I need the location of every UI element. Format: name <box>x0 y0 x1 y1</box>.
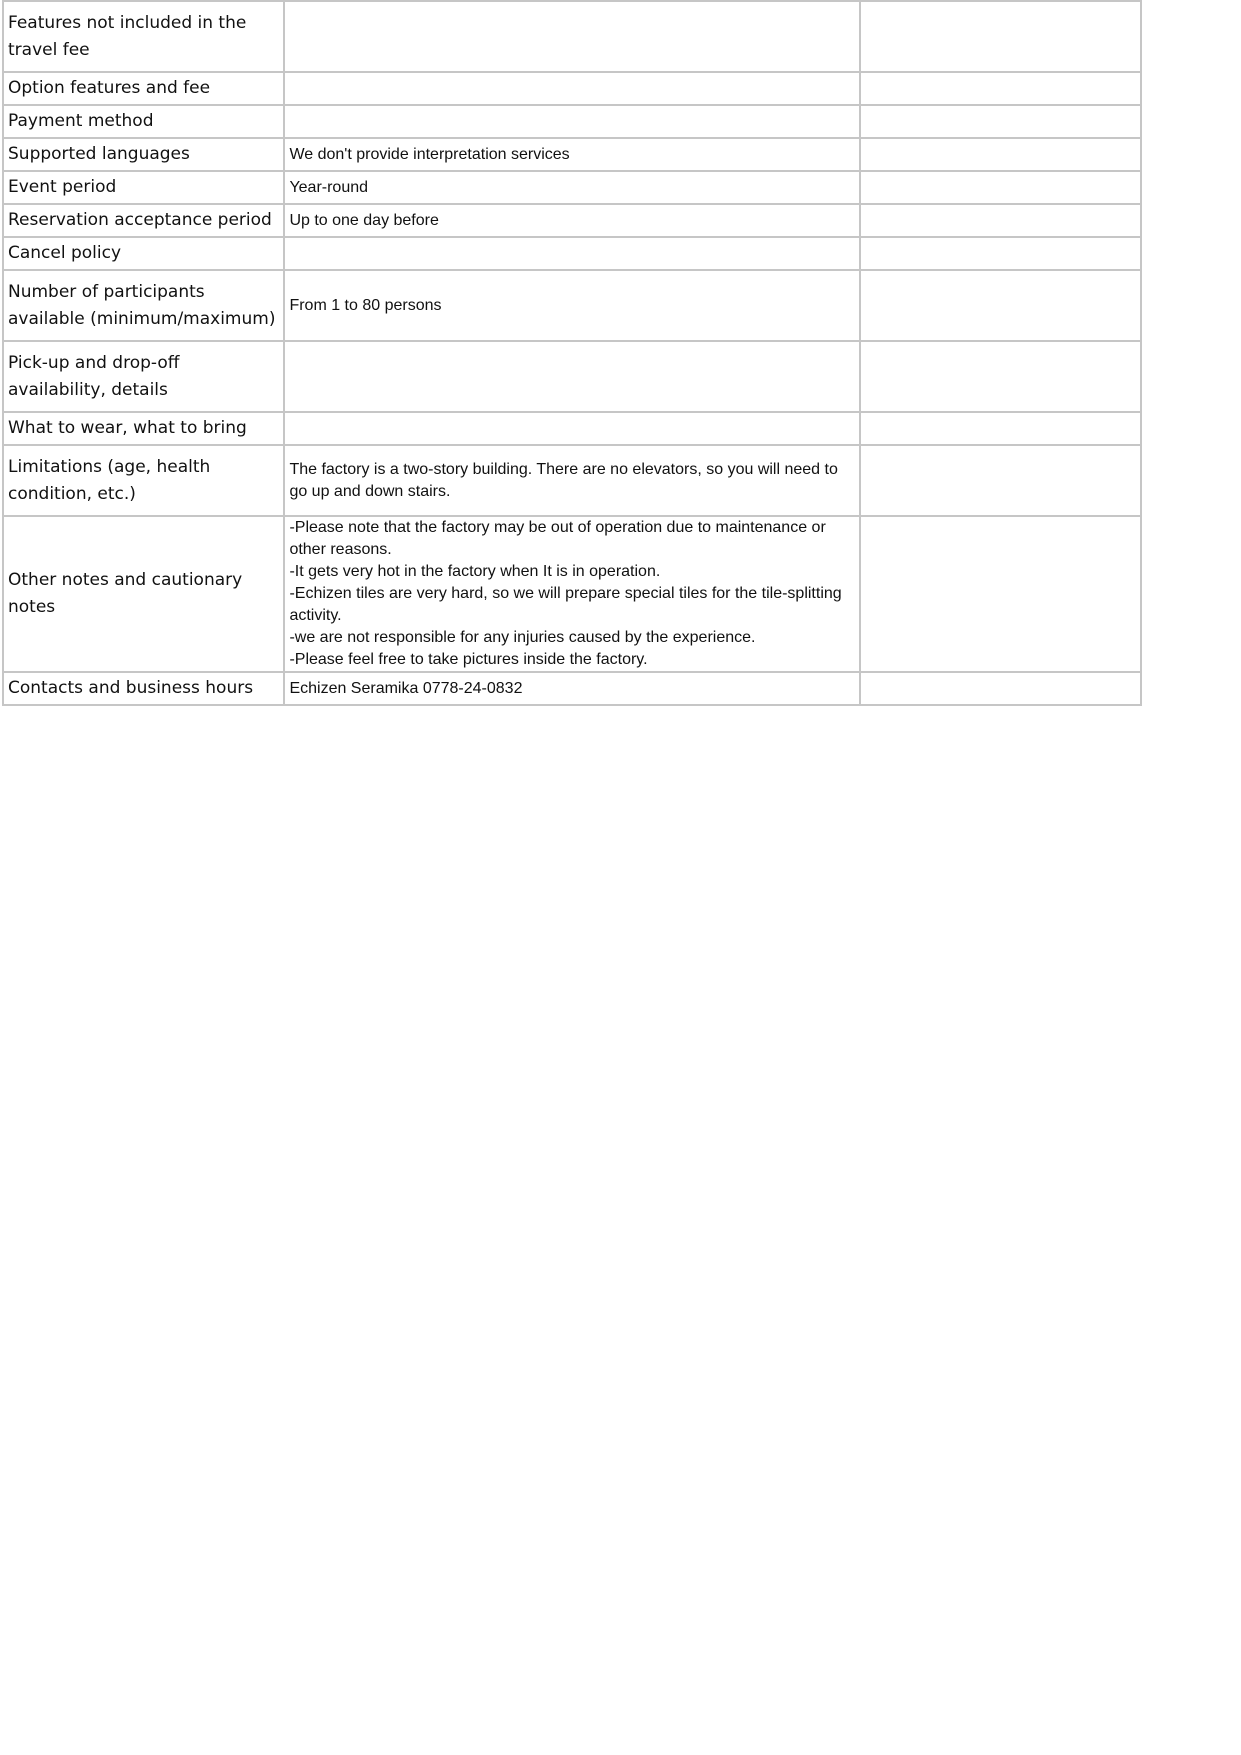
row-value <box>284 237 859 270</box>
row-label: Event period <box>3 171 284 204</box>
row-label: Pick-up and drop-off availability, details <box>3 341 284 412</box>
info-table <box>2 0 1142 706</box>
row-notes <box>284 516 859 672</box>
row-label: Other notes and cautionary notes <box>3 516 284 672</box>
row-value <box>284 1 859 72</box>
row-value <box>284 105 859 138</box>
row-label: Supported languages <box>3 138 284 171</box>
note-line: -Echizen tiles are very hard, so we will prepare special tiles for the tile-splitting activity. <box>289 585 842 624</box>
row-label: Option features and fee <box>3 72 284 105</box>
table-row <box>3 1 1141 72</box>
table-row <box>3 445 1141 516</box>
table-row <box>3 72 1141 105</box>
table-row <box>3 516 1141 672</box>
row-label: Limitations (age, health condition, etc.) <box>3 445 284 516</box>
row-extra <box>860 105 1141 138</box>
row-value: From 1 to 80 persons <box>284 270 859 341</box>
note-line: -we are not responsible for any injuries caused by the experience. <box>289 629 756 646</box>
row-extra <box>860 1 1141 72</box>
row-value: The factory is a two-story building. There are no elevators, so you will need to go up and down stairs. <box>284 445 859 516</box>
row-value <box>284 341 859 412</box>
row-value: Up to one day before <box>284 204 859 237</box>
table-row <box>3 204 1141 237</box>
table-row <box>3 341 1141 412</box>
table-row <box>3 412 1141 445</box>
row-value <box>284 412 859 445</box>
table-row <box>3 672 1141 705</box>
row-value: Year-round <box>284 171 859 204</box>
row-extra <box>860 270 1141 341</box>
note-line: -Please feel free to take pictures inside the factory. <box>289 651 648 668</box>
row-extra <box>860 516 1141 672</box>
table-row <box>3 138 1141 171</box>
row-extra <box>860 171 1141 204</box>
row-value: We don't provide interpretation services <box>284 138 859 171</box>
table-row <box>3 171 1141 204</box>
row-label: Reservation acceptance period <box>3 204 284 237</box>
table-row <box>3 270 1141 341</box>
row-label: Features not included in the travel fee <box>3 1 284 72</box>
row-value <box>284 72 859 105</box>
row-extra <box>860 672 1141 705</box>
note-line: -It gets very hot in the factory when It is in operation. <box>289 563 661 580</box>
row-value: Echizen Seramika 0778-24-0832 <box>284 672 859 705</box>
row-extra <box>860 341 1141 412</box>
row-label: What to wear, what to bring <box>3 412 284 445</box>
row-extra <box>860 445 1141 516</box>
note-line: -Please note that the factory may be out of operation due to maintenance or other reasons. <box>289 519 826 558</box>
row-extra <box>860 412 1141 445</box>
row-label: Contacts and business hours <box>3 672 284 705</box>
row-label: Number of participants available (minimum/maximum) <box>3 270 284 341</box>
row-extra <box>860 237 1141 270</box>
row-extra <box>860 72 1141 105</box>
table-row <box>3 105 1141 138</box>
row-label: Cancel policy <box>3 237 284 270</box>
row-extra <box>860 138 1141 171</box>
row-extra <box>860 204 1141 237</box>
table-row <box>3 237 1141 270</box>
row-label: Payment method <box>3 105 284 138</box>
